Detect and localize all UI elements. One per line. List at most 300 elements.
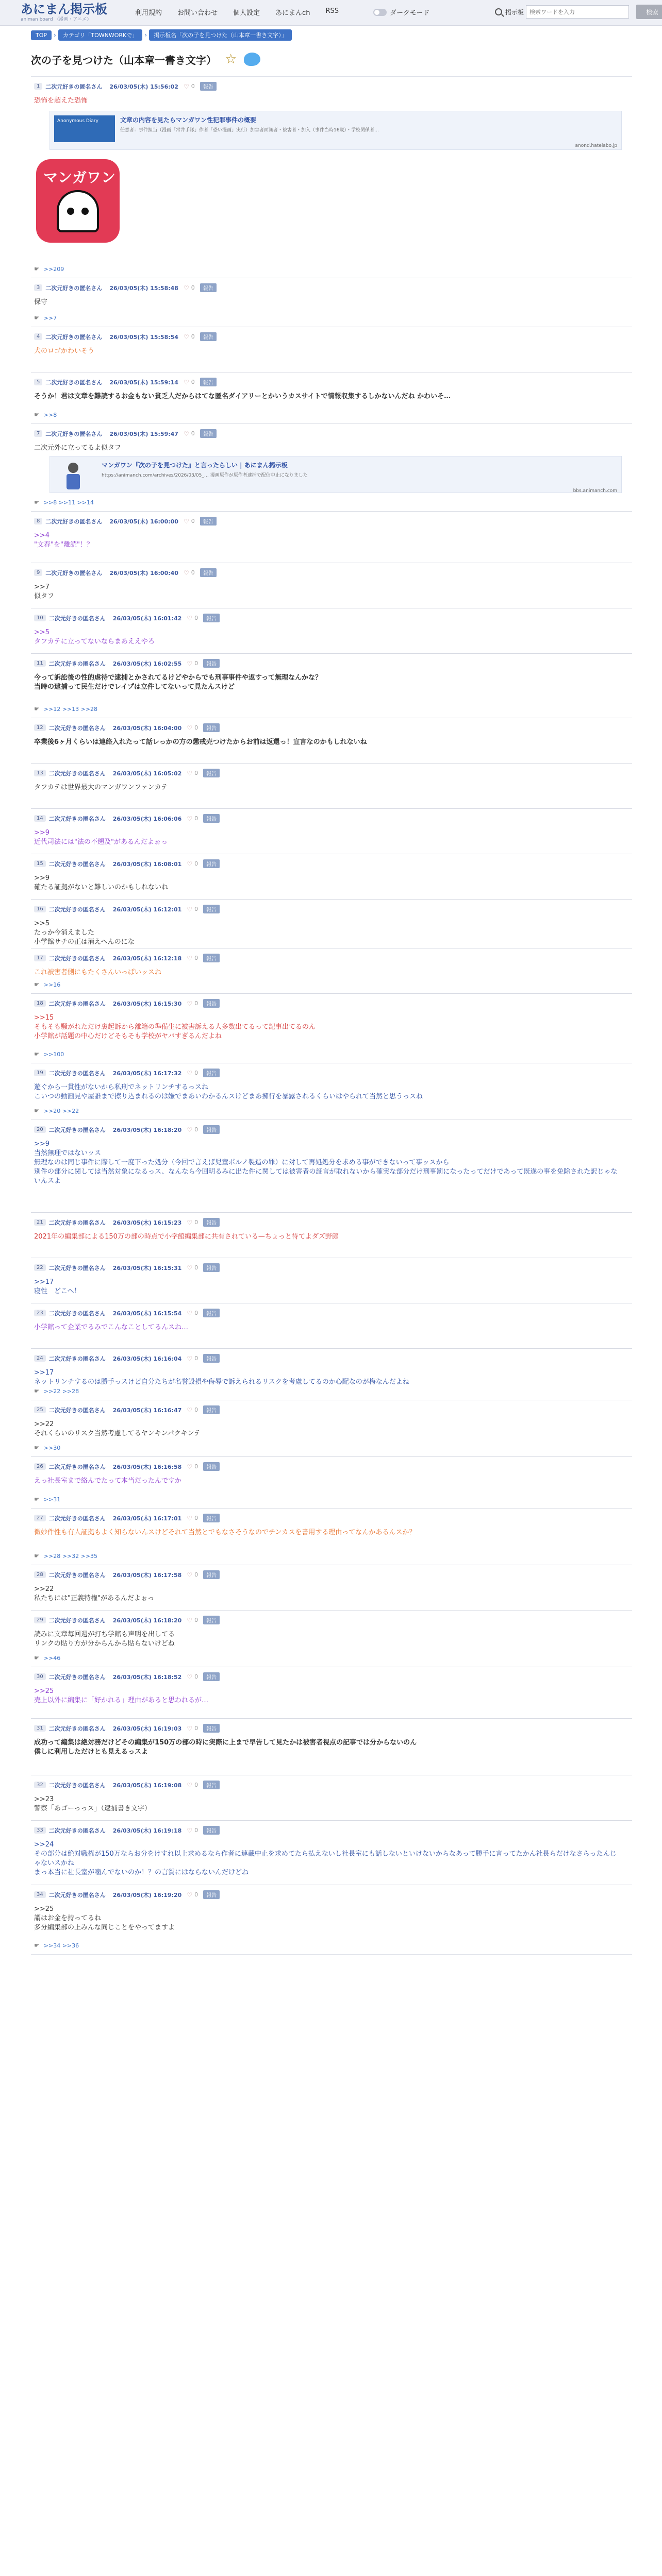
poster-name: 二次元好きの匿名さん — [48, 724, 106, 732]
report-button[interactable]: 報告 — [203, 999, 220, 1008]
post-number[interactable]: 12 — [34, 724, 46, 731]
search-label: 掲示板 — [505, 8, 524, 16]
post-header — [34, 1125, 220, 1134]
like-count: 0 — [191, 430, 195, 437]
report-button[interactable]: 報告 — [203, 1781, 220, 1789]
report-button[interactable]: 報告 — [203, 723, 220, 732]
heart-icon[interactable]: ♡ — [187, 1514, 193, 1522]
post-number[interactable]: 17 — [34, 955, 46, 961]
like-count: 0 — [191, 569, 195, 576]
reply-link[interactable]: >>209 — [43, 265, 64, 273]
post-header — [34, 1405, 220, 1414]
link-host: bbs.animanch.com — [573, 488, 617, 494]
post-number[interactable]: 16 — [34, 906, 46, 912]
like-count: 0 — [194, 1617, 198, 1623]
report-button[interactable]: 報告 — [200, 568, 217, 577]
post — [31, 948, 632, 993]
reply-link[interactable]: >>22 >>28 — [43, 1387, 79, 1395]
post — [31, 327, 632, 372]
post-body: >>5 タフカテに立ってないならまあええやろ — [34, 629, 155, 646]
heart-icon[interactable]: ♡ — [183, 430, 189, 437]
report-button[interactable]: 報告 — [203, 1309, 220, 1317]
mascot-eye — [81, 208, 89, 215]
like-count: 0 — [194, 1673, 198, 1680]
nav-animanch[interactable]: あにまんch — [275, 9, 310, 17]
report-button[interactable]: 報告 — [203, 1890, 220, 1899]
post-number[interactable]: 34 — [34, 1891, 46, 1898]
post-date: 26/03/05(木) 16:15:23 — [112, 1219, 182, 1226]
report-button[interactable]: 報告 — [203, 769, 220, 777]
report-button[interactable]: 報告 — [203, 1263, 220, 1272]
post-date: 26/03/05(木) 16:05:02 — [112, 770, 182, 777]
post — [31, 1667, 632, 1718]
report-button[interactable]: 報告 — [203, 1405, 220, 1414]
nav-settings[interactable]: 個人設定 — [233, 9, 260, 17]
reply-links — [34, 411, 62, 418]
poster-name: 二次元好きの匿名さん — [48, 1310, 106, 1317]
post-header — [34, 1218, 220, 1227]
poster-name: 二次元好きの匿名さん — [48, 1827, 106, 1834]
post — [31, 1258, 632, 1303]
link-card[interactable] — [49, 456, 622, 493]
post-date: 26/03/05(木) 16:06:06 — [112, 815, 182, 822]
link-card[interactable] — [49, 111, 622, 150]
post-body: そうか！君は文章を難読するお金もない貧乏人だからはてな匿名ダイアリーとかいうカスサイトで情報収集するしかないんだね かわいそ… — [34, 393, 451, 400]
heart-icon[interactable]: ♡ — [187, 954, 193, 962]
poster-name: 二次元好きの匿名さん — [45, 518, 103, 525]
poster-name: 二次元好きの匿名さん — [48, 615, 106, 622]
post-number[interactable]: 31 — [34, 1725, 46, 1732]
post-header — [34, 1069, 220, 1077]
reply-link[interactable]: >>31 — [43, 1496, 61, 1503]
reply-links — [34, 1552, 103, 1560]
breadcrumb-separator-icon: › — [54, 31, 56, 39]
reply-hand-icon: ☛ — [34, 411, 40, 418]
like-count: 0 — [194, 1126, 198, 1133]
heart-icon[interactable]: ♡ — [187, 1309, 193, 1317]
breadcrumb-separator-icon: › — [144, 31, 147, 39]
post — [31, 1508, 632, 1565]
report-button[interactable]: 報告 — [203, 1354, 220, 1363]
post-number[interactable]: 5 — [34, 379, 42, 385]
post-header — [34, 1514, 220, 1522]
post-body: >>22 それくらいのリスク当然考慮してるヤンキンパクキンテ — [34, 1420, 201, 1437]
heart-icon[interactable]: ♡ — [187, 1069, 193, 1077]
poster-name: 二次元好きの匿名さん — [48, 1571, 106, 1579]
post-body: >>9 近代司法には"法の不遡及"があるんだよぉっ — [34, 829, 168, 846]
post-body: 今って訴訟後の性的虐待で逮捕とかされてるけどやからでも刑事事件や返すって無理なんかな？ 当時の逮捕って民生だけでレイプは立件してないって見たんスけど — [34, 674, 322, 691]
darkmode-toggle[interactable] — [373, 7, 429, 17]
reply-link[interactable]: >>100 — [43, 1050, 64, 1058]
like-count: 0 — [194, 815, 198, 822]
post — [31, 511, 632, 563]
post-header — [34, 769, 220, 777]
heart-icon[interactable]: ♡ — [187, 1724, 193, 1732]
post-number[interactable]: 10 — [34, 615, 46, 621]
post-header — [34, 1724, 220, 1733]
nav-rss[interactable]: RSS — [325, 7, 339, 15]
link-host: anond.hatelabo.jp — [575, 143, 617, 148]
heart-icon[interactable]: ♡ — [187, 769, 193, 777]
post-header — [34, 859, 220, 868]
post-body: 卒業後6ヶ月くらいは連絡入れたって話レっかの方の懲戒売つけたからお前は返還っ！宣言なのかもしれないね — [34, 738, 367, 746]
post-date: 26/03/05(木) 15:59:47 — [109, 430, 178, 437]
poster-name: 二次元好きの匿名さん — [48, 1219, 106, 1226]
post-body: >>25 謂はお金を持ってるね 多分編集部の上みんな同じことをやってますよ — [34, 1905, 175, 1931]
report-button[interactable]: 報告 — [203, 1724, 220, 1733]
like-count: 0 — [194, 1355, 198, 1362]
post-header — [34, 1263, 220, 1272]
poster-name: 二次元好きの匿名さん — [48, 1782, 106, 1789]
reply-links — [34, 1444, 65, 1451]
post-header — [34, 1309, 220, 1317]
post-body: 恐怖を超えた恐怖 — [34, 97, 88, 105]
post — [31, 1456, 632, 1508]
poster-name: 二次元好きの匿名さん — [48, 1264, 106, 1272]
report-button[interactable]: 報告 — [203, 814, 220, 823]
post — [31, 1610, 632, 1667]
reply-links — [34, 1496, 65, 1503]
like-count: 0 — [194, 1571, 198, 1578]
heart-icon[interactable]: ♡ — [187, 999, 193, 1007]
reply-links — [34, 1387, 84, 1395]
reply-link[interactable]: >>8 — [43, 411, 57, 418]
poster-name: 二次元好きの匿名さん — [45, 284, 103, 292]
heart-icon[interactable]: ♡ — [187, 815, 193, 822]
poster-name: 二次元好きの匿名さん — [48, 660, 106, 667]
post-date: 26/03/05(木) 16:19:08 — [112, 1782, 182, 1789]
heart-icon[interactable]: ♡ — [187, 1891, 193, 1899]
post-body: >>4 "文春"を"離読"！？ — [34, 532, 93, 549]
like-count: 0 — [191, 284, 195, 291]
post-body: >>17 寝性 どこへ！ — [34, 1278, 81, 1295]
like-count: 0 — [194, 1782, 198, 1788]
heart-icon[interactable]: ♡ — [187, 614, 193, 622]
post-number[interactable]: 24 — [34, 1355, 46, 1362]
breadcrumb — [31, 29, 294, 41]
poster-name: 二次元好きの匿名さん — [45, 379, 103, 386]
post — [31, 1775, 632, 1820]
like-count: 0 — [191, 379, 195, 385]
report-button[interactable]: 報告 — [203, 659, 220, 668]
post-number[interactable]: 4 — [34, 333, 42, 340]
heart-icon[interactable]: ♡ — [183, 284, 189, 292]
reply-hand-icon: ☛ — [34, 265, 40, 273]
like-count: 0 — [191, 518, 195, 524]
nav-terms[interactable]: 利用規約 — [135, 9, 162, 17]
heart-icon[interactable]: ♡ — [187, 1354, 193, 1362]
report-button[interactable]: 報告 — [203, 1826, 220, 1835]
post-header — [34, 1354, 220, 1363]
post-number[interactable]: 21 — [34, 1219, 46, 1226]
breadcrumb-thread[interactable]: 掲示板名「次の子を見つけた（山本章一書き文字）」 — [149, 29, 292, 41]
like-count: 0 — [194, 955, 198, 961]
post-date: 26/03/05(木) 16:15:31 — [112, 1264, 182, 1272]
reply-link[interactable]: >>46 — [43, 1654, 61, 1662]
post-date: 26/03/05(木) 15:58:54 — [109, 333, 178, 341]
post-body: >>5 たっか今消えました 小学館サチの正は消えへんのにな — [34, 920, 135, 946]
reply-link[interactable]: >>7 — [43, 314, 57, 321]
poster-name: 二次元好きの匿名さん — [48, 1891, 106, 1899]
post-date: 26/03/05(木) 16:12:01 — [112, 906, 182, 913]
app-mascot — [57, 190, 99, 232]
post-body: 二次元外に立ってるよ似タフ — [34, 444, 122, 452]
post-header — [34, 1462, 220, 1471]
post — [31, 1820, 632, 1885]
post-number[interactable]: 18 — [34, 1000, 46, 1007]
post-header — [34, 1781, 220, 1789]
heart-icon[interactable]: ♡ — [187, 1781, 193, 1789]
post-body: 遊ぐから一貫性がないから私刑でネットリンチするっスね こいつの動画見や屋誰まで擦り込まれるのは嫌でまあいわかるんスけどまあ擁行を暴露されるくらいはやられて当然と思うっスね — [34, 1083, 423, 1100]
post-header — [34, 1570, 220, 1579]
report-button[interactable]: 報告 — [203, 1616, 220, 1624]
heart-icon[interactable]: ♡ — [187, 1673, 193, 1681]
reply-hand-icon: ☛ — [34, 1552, 40, 1560]
reply-link[interactable]: >>34 >>36 — [43, 1942, 79, 1949]
post-header — [34, 1616, 220, 1624]
post-date: 26/03/05(木) 16:02:55 — [112, 660, 182, 667]
poster-name: 二次元好きの匿名さん — [48, 1463, 106, 1470]
post-date: 26/03/05(木) 16:04:00 — [112, 724, 182, 732]
post-date: 26/03/05(木) 16:17:58 — [112, 1571, 182, 1579]
post — [31, 854, 632, 899]
heart-icon[interactable]: ♡ — [187, 1406, 193, 1414]
toggle-switch[interactable] — [373, 9, 387, 16]
reply-links — [34, 265, 69, 273]
site-logo[interactable] — [21, 2, 108, 24]
heart-icon[interactable]: ♡ — [187, 724, 193, 732]
post-body: 保守 — [34, 298, 48, 306]
reply-links — [34, 1050, 69, 1058]
heart-icon[interactable]: ♡ — [187, 1826, 193, 1834]
report-button[interactable]: 報告 — [200, 378, 217, 386]
post — [31, 653, 632, 718]
heart-icon[interactable]: ♡ — [183, 569, 189, 577]
post-header — [34, 614, 220, 622]
site-subtitle: animan board 〈漫画・アニメ〉 — [21, 17, 91, 22]
reply-links — [34, 1107, 84, 1114]
heart-icon[interactable]: ♡ — [187, 1463, 193, 1470]
report-button[interactable]: 報告 — [200, 429, 217, 438]
thread-header — [31, 52, 260, 67]
like-count: 0 — [194, 1219, 198, 1226]
post-body: 成功って編集は絶対務だけどその編集が150万の部の時に実際に上まで早告して見たかは被害者視点の記事では分からないのん 僕しに利用しただけとも見えるっスよ — [34, 1739, 417, 1756]
like-count: 0 — [194, 1406, 198, 1413]
reply-hand-icon: ☛ — [34, 981, 40, 988]
heart-icon[interactable]: ♡ — [187, 1264, 193, 1272]
post-number[interactable]: 27 — [34, 1515, 46, 1521]
like-count: 0 — [194, 1725, 198, 1732]
post-number[interactable]: 8 — [34, 518, 42, 524]
link-thumbnail: Anonymous Diary — [54, 115, 115, 142]
post-date: 26/03/05(木) 16:16:58 — [112, 1463, 182, 1470]
post-number[interactable]: 22 — [34, 1264, 46, 1271]
heart-icon[interactable]: ♡ — [183, 82, 189, 90]
post — [31, 899, 632, 948]
like-count: 0 — [194, 860, 198, 867]
heart-icon[interactable]: ♡ — [183, 517, 189, 525]
post-number[interactable]: 29 — [34, 1617, 46, 1623]
heart-icon[interactable]: ♡ — [187, 659, 193, 667]
post-header — [34, 1826, 220, 1835]
post — [31, 563, 632, 608]
poster-name: 二次元好きの匿名さん — [45, 83, 103, 90]
top-nav — [135, 7, 354, 17]
search-area — [495, 5, 662, 19]
post-date: 26/03/05(木) 16:18:20 — [112, 1617, 182, 1624]
post-date: 26/03/05(木) 16:18:20 — [112, 1126, 182, 1133]
post-number[interactable]: 15 — [34, 860, 46, 867]
report-button[interactable]: 報告 — [203, 1125, 220, 1134]
link-title: マンガワン『次の子を見つけた』と言ったらしい | あにまん掲示板 — [102, 462, 288, 469]
post-header — [34, 568, 217, 577]
search-input[interactable] — [526, 5, 629, 19]
post-number[interactable]: 1 — [34, 83, 42, 90]
post-header — [34, 82, 217, 91]
poster-name: 二次元好きの匿名さん — [48, 770, 106, 777]
heart-icon[interactable]: ♡ — [187, 1218, 193, 1226]
reply-links — [34, 499, 99, 506]
post-number[interactable]: 28 — [34, 1571, 46, 1578]
post-number[interactable]: 33 — [34, 1827, 46, 1834]
poster-name: 二次元好きの匿名さん — [45, 333, 103, 341]
post-number[interactable]: 30 — [34, 1673, 46, 1680]
report-button[interactable]: 報告 — [200, 283, 217, 292]
report-button[interactable]: 報告 — [203, 1069, 220, 1077]
post-date: 26/03/05(木) 16:15:30 — [112, 1000, 182, 1007]
post-number[interactable]: 13 — [34, 770, 46, 776]
reply-hand-icon: ☛ — [34, 499, 40, 506]
poster-name: 二次元好きの匿名さん — [48, 1126, 106, 1133]
post — [31, 1400, 632, 1456]
post — [31, 763, 632, 808]
post-body: >>22 私たちには"正義特権"があるんだよぉっ — [34, 1585, 154, 1602]
post — [31, 1718, 632, 1775]
post-number[interactable]: 14 — [34, 815, 46, 822]
report-button[interactable]: 報告 — [203, 614, 220, 622]
post-date: 26/03/05(木) 16:17:01 — [112, 1515, 182, 1522]
post-number[interactable]: 26 — [34, 1463, 46, 1470]
post — [31, 372, 632, 423]
post-date: 26/03/05(木) 15:56:02 — [109, 83, 178, 90]
reply-link[interactable]: >>30 — [43, 1444, 61, 1451]
breadcrumb-category[interactable]: カテゴリ「TOWNWORKで」 — [58, 29, 142, 41]
heart-icon[interactable]: ♡ — [187, 905, 193, 913]
like-count: 0 — [194, 1463, 198, 1470]
reply-hand-icon: ☛ — [34, 1387, 40, 1395]
post-number[interactable]: 19 — [34, 1070, 46, 1076]
post-number[interactable]: 7 — [34, 430, 42, 437]
twitter-icon[interactable] — [244, 53, 260, 66]
post-number[interactable]: 32 — [34, 1782, 46, 1788]
post-body: 2021年の編集部による150万の部の時点で小学館編集部に共有されている—ちょっと待てよダズ野郎 — [34, 1233, 339, 1241]
post-header — [34, 517, 217, 526]
post-date: 26/03/05(木) 16:16:04 — [112, 1355, 182, 1362]
post-body: >>25 売上以外に編集に「好かれる」理由があると思われるが… — [34, 1687, 209, 1704]
report-button[interactable]: 報告 — [203, 954, 220, 962]
reply-link[interactable]: >>16 — [43, 981, 61, 988]
report-button[interactable]: 報告 — [203, 1462, 220, 1471]
top-bar — [0, 0, 662, 26]
report-button[interactable]: 報告 — [200, 332, 217, 341]
post — [31, 1212, 632, 1258]
post-body: 読みに文章毎回週が打ち学館も声明を出してる リンクの貼り方が分からんから貼らないけどね — [34, 1631, 175, 1648]
reply-link[interactable]: >>12 >>13 >>28 — [43, 705, 98, 713]
post-date: 26/03/05(木) 16:17:32 — [112, 1070, 182, 1077]
breadcrumb-top[interactable]: TOP — [31, 30, 52, 40]
reply-hand-icon: ☛ — [34, 1444, 40, 1451]
reply-hand-icon: ☛ — [34, 314, 40, 321]
reply-hand-icon: ☛ — [34, 705, 40, 713]
poster-name: 二次元好きの匿名さん — [48, 1673, 106, 1681]
report-button[interactable]: 報告 — [203, 1218, 220, 1227]
post-body: 小学館って企業でるみでこんなことしてるんスね… — [34, 1324, 189, 1331]
report-button[interactable]: 報告 — [203, 1570, 220, 1579]
heart-icon[interactable]: ♡ — [187, 1126, 193, 1133]
report-button[interactable]: 報告 — [200, 517, 217, 526]
star-icon[interactable]: ☆ — [225, 52, 237, 67]
report-button[interactable]: 報告 — [203, 859, 220, 868]
reply-link[interactable]: >>20 >>22 — [43, 1107, 79, 1114]
report-button[interactable]: 報告 — [203, 1514, 220, 1522]
heart-icon[interactable]: ♡ — [183, 378, 189, 386]
heart-icon[interactable]: ♡ — [183, 333, 189, 341]
post-header — [34, 332, 217, 341]
post-body: >>17 ネットリンチするのは勝手っスけど自分たちが名誉毀損や侮辱で訴えられるリスクを考慮してるのか心配なのが梅なんだよね — [34, 1369, 409, 1386]
post-body: >>24 その部分は絶対職権が150万ならお分をけすれ以上求めるなら作者に連載中止を求めてたら払えないし社長室にも話しないといけないからなあって勝手に言ってたかん社長らだけなさらったんじゃないスかね まっ本当に社長室が噛んでないのか！？の言質にはならないんだけどね — [34, 1841, 617, 1876]
post-body: >>9 確たる証拠がないと難しいのかもしれないね — [34, 874, 169, 891]
like-count: 0 — [194, 770, 198, 776]
post-body: >>7 似タフ — [34, 583, 55, 600]
search-button[interactable]: 検索 — [636, 5, 662, 19]
post-list — [31, 76, 632, 1955]
reply-links — [34, 705, 103, 713]
link-desc: https://animanch.com/archives/2026/03/05_… 漫画原作が原作者逮捕で配信中止になりました — [102, 473, 308, 478]
like-count: 0 — [194, 906, 198, 912]
post-number[interactable]: 11 — [34, 660, 46, 667]
poster-name: 二次元好きの匿名さん — [45, 430, 103, 437]
post-number[interactable]: 3 — [34, 284, 42, 291]
heart-icon[interactable]: ♡ — [187, 860, 193, 868]
nav-contact[interactable]: お問い合わせ — [177, 9, 218, 17]
like-count: 0 — [194, 1515, 198, 1521]
poster-name: 二次元好きの匿名さん — [48, 815, 106, 822]
reply-link[interactable]: >>8 >>11 >>14 — [43, 499, 94, 506]
post-number[interactable]: 23 — [34, 1310, 46, 1316]
post-date: 26/03/05(木) 15:59:14 — [109, 379, 178, 386]
post-number[interactable]: 25 — [34, 1406, 46, 1413]
like-count: 0 — [194, 615, 198, 621]
heart-icon[interactable]: ♡ — [187, 1571, 193, 1579]
search-icon — [495, 8, 502, 15]
reply-hand-icon: ☛ — [34, 1942, 40, 1949]
post-header — [34, 429, 217, 438]
poster-name: 二次元好きの匿名さん — [48, 1000, 106, 1007]
post-body: >>9 当然無理ではないッス 無理なのは同じ事件に際して一度下った処分（今回で言えば児童ポルノ製造の罪）に対して再処処分を求める事ができないって事ッスから 別件の部分に関しては当然対象になるっス、なんなら今回明るみに出た件に関しては被害者の証言が取れないから確実な部分だけ刑事罰になったってだけであって既遂の事を免除された訳じゃないんスよ — [34, 1140, 618, 1185]
post-header — [34, 723, 220, 732]
post-date: 26/03/05(木) 16:00:00 — [109, 518, 178, 525]
like-count: 0 — [194, 724, 198, 731]
post-number[interactable]: 9 — [34, 569, 42, 576]
reply-link[interactable]: >>28 >>32 >>35 — [43, 1552, 98, 1560]
report-button[interactable]: 報告 — [200, 82, 217, 91]
site-title: あにまん掲示板 — [21, 2, 107, 16]
report-button[interactable]: 報告 — [203, 1672, 220, 1681]
report-button[interactable]: 報告 — [203, 905, 220, 913]
post-body: 犬のロゴかわいそう — [34, 347, 95, 355]
heart-icon[interactable]: ♡ — [187, 1616, 193, 1624]
post-number[interactable]: 20 — [34, 1126, 46, 1133]
